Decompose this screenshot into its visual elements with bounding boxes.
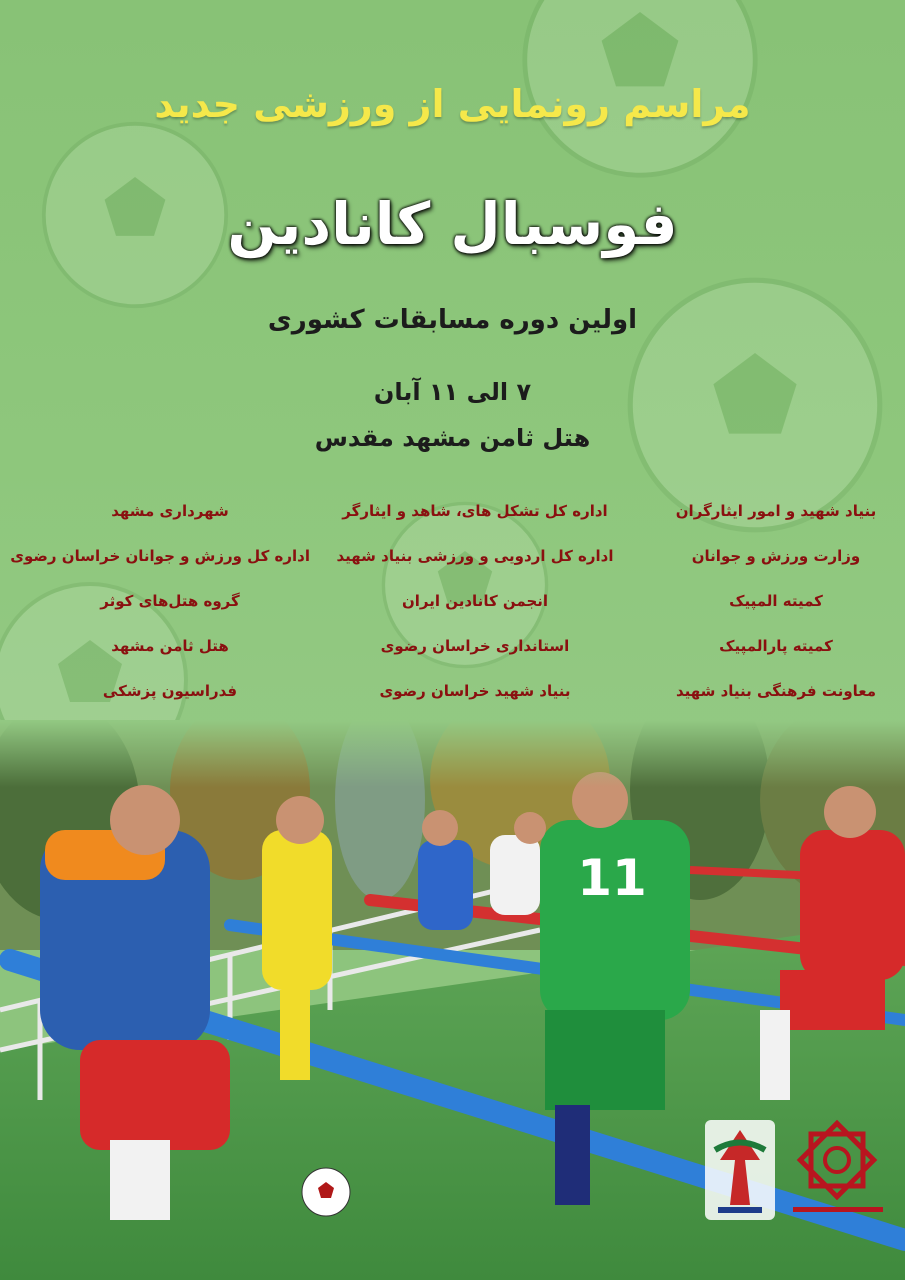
competition-name: اولین دوره مسابقات کشوری xyxy=(267,305,638,335)
sponsor-item: انجمن کانادین ایران xyxy=(401,592,549,610)
sponsor-list-right xyxy=(671,496,881,721)
sponsor-item: فدراسیون پزشکی xyxy=(102,682,238,700)
sponsor-item: معاونت فرهنگی بنیاد شهید xyxy=(675,682,877,700)
sponsor-item: گروه هتل‌های کوثر xyxy=(100,592,240,610)
sponsor-item: اداره کل اردویی و ورزشی بنیاد شهید xyxy=(336,547,614,565)
sponsor-item: کمیته پارالمپیک xyxy=(719,637,833,655)
culture-center-logo xyxy=(785,1115,890,1225)
sponsor-item: کمیته المپیک xyxy=(729,592,823,610)
martyr-foundation-logo xyxy=(700,1115,780,1225)
sponsor-list-middle xyxy=(330,496,620,721)
event-venue: هتل ثامن مشهد مقدس xyxy=(314,424,591,452)
sponsor-item: وزارت ورزش و جوانان xyxy=(691,547,861,565)
sponsor-item: استانداری خراسان رضوی xyxy=(380,637,570,655)
event-subtitle: مراسم رونمایی از ورزشی جدید xyxy=(154,82,751,126)
event-dates: ۷ الی ۱۱ آبان xyxy=(373,378,532,406)
sponsor-list-left xyxy=(10,496,310,721)
sponsor-item: بنیاد شهید خراسان رضوی xyxy=(379,682,571,700)
sponsor-item: هتل ثامن مشهد xyxy=(111,637,229,655)
sponsor-item: اداره کل ورزش و جوانان خراسان رضوی xyxy=(10,547,310,565)
sponsor-item: شهرداری مشهد xyxy=(111,502,229,520)
event-title: فوسبال کانادین xyxy=(227,190,678,258)
sponsor-item: بنیاد شهید و امور ایثارگران xyxy=(675,502,877,520)
sponsor-item: اداره کل تشکل های، شاهد و ایثارگر xyxy=(342,502,608,520)
